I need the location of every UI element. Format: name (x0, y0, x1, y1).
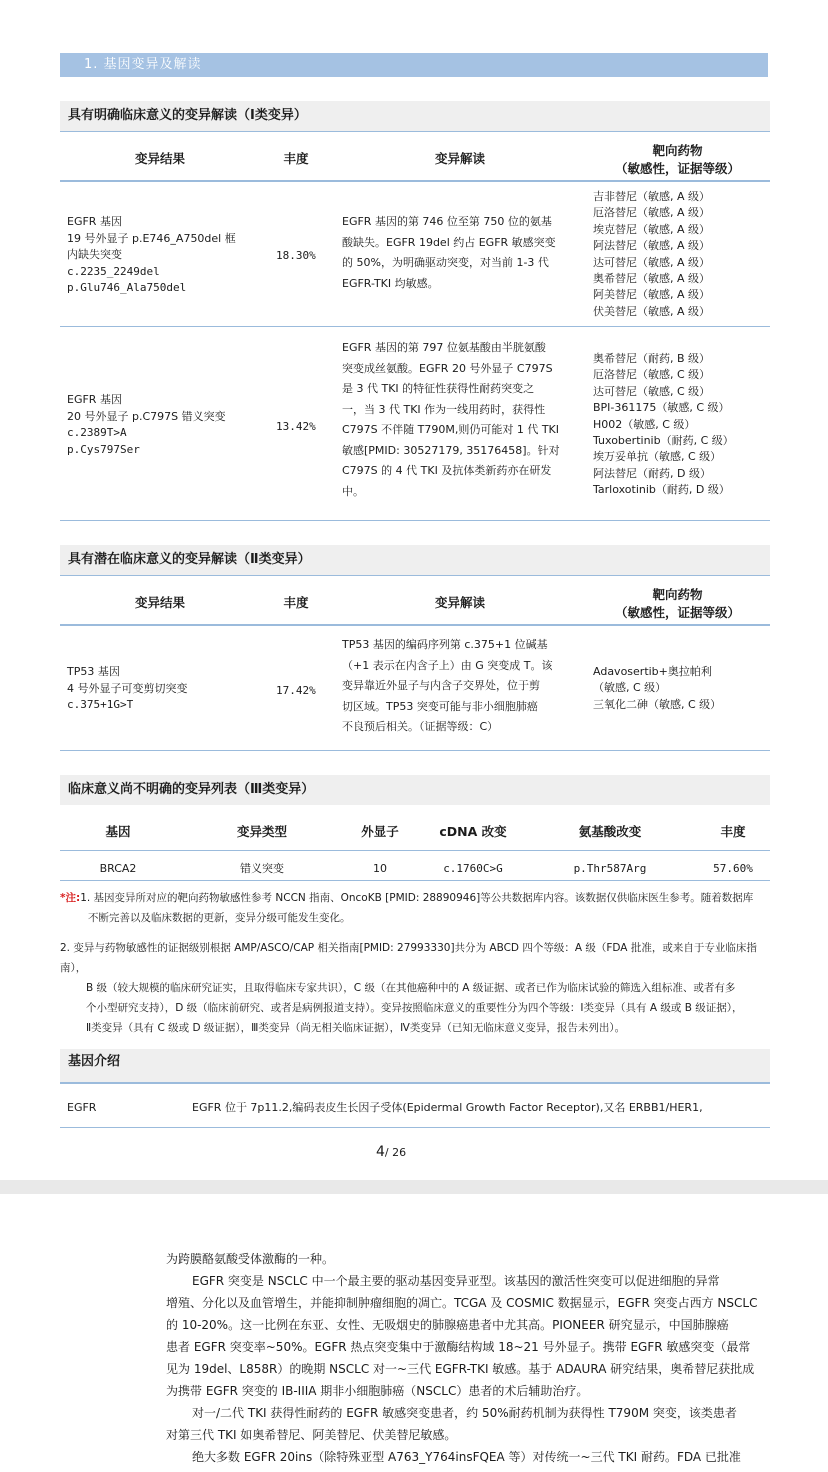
gene-intro-rule (60, 1082, 770, 1084)
note-2: 2. 变异与药物敏感性的证据级别根据 AMP/ASCO/CAP 相关指南[PMID: 27993330]共分为 ABCD 四个等级：A 级（FDA 批准，或来自于专业临床指南）， B 级（较大规模的临床研究证实，且取得临床专家共识），C 级（在其他癌种中的 A 级证据、或者已作为临床试验的筛选入组标准、或者有多 个小型研究支持），D 级（临床前研究、或者是病例报道支持）。变异按照临床意义的重要性分为四个等级：Ⅰ类变异（具有 A 级或 B 级证据）， Ⅱ类变异（具有 C 级或 D 级证据），Ⅲ类变异（尚无相关临床证据），Ⅳ类变异（已知无临床意义变异，报告未列出）。 (60, 942, 757, 1034)
note-label: *注: (60, 892, 81, 904)
gene-intro-bottom-rule (60, 1127, 770, 1128)
class1-row2-drugs: 奥希替尼（耐药, B 级） 厄洛替尼（敏感, C 级） 达可替尼（敏感, C 级） BPI-361175（敏感, C 级） H002（敏感, C 级） Tuxobertinib（耐药, C 级） 埃万妥单抗（敏感, C 级） 阿法替尼（耐药, D 级） Tarloxotinib（耐药, D 级） (593, 352, 734, 497)
class1-header-result: 变异结果 (134, 151, 185, 166)
class1-header-rule (60, 180, 770, 182)
gene-intro-text: EGFR 位于 7p11.2,编码表皮生长因子受体(Epidermal Growth Factor Receptor),又名 ERBB1/HER1, (192, 1101, 703, 1114)
section-title: 1. 基因变异及解读 (60, 53, 768, 77)
class3-header-type: 变异类型 (236, 824, 287, 839)
class1-title: 具有明确临床意义的变异解读（Ⅰ类变异） (60, 101, 770, 131)
report-page-5 (0, 1194, 828, 1472)
gene-intro-title: 基因介绍 (60, 1049, 770, 1083)
class2-header-interpretation: 变异解读 (434, 595, 485, 610)
class3-bottom-rule (60, 880, 770, 881)
class3-row1-exon: 10 (373, 862, 387, 875)
class2-top-rule (60, 575, 770, 576)
class1-header-abundance: 丰度 (283, 151, 309, 166)
class1-row1-drugs: 吉非替尼（敏感, A 级） 厄洛替尼（敏感, A 级） 埃克替尼（敏感, A 级） 阿法替尼（敏感, A 级） 达可替尼（敏感, A 级） 奥希替尼（敏感, A 级） 阿美替尼（敏感, A 级） 伏美替尼（敏感, A 级） (593, 190, 711, 318)
gene-intro-continued: 为跨膜酪氨酸受体激酶的一种。 EGFR 突变是 NSCLC 中一个最主要的驱动基因变异亚型。该基因的激活性突变可以促进细胞的异常 增殖、分化以及血管增生，并能抑制肿瘤细胞的凋亡。TCGA 及 COSMIC 数据显示，EGFR 突变占西方 NSCLC 的 10-20%。这一比例在东亚、女性、无吸烟史的肺腺癌患者中尤其高。PIONEER 研究显示，中国肺腺癌 患者 EGFR 突变率~50%。EGFR 热点突变集中于激酶结构域 18~21 号外显子。携带 EGFR 敏感突变（最常 见为 19del、L858R）的晚期 NSCLC 对一~三代 EGFR-TKI 敏感。基于 ADAURA 研究结果，奥希替尼获批成 为携带 EGFR 突变的 IB-IIIA 期非小细胞肺癌（NSCLC）患者的术后辅助治疗。 对一/二代 TKI 获得性耐药的 EGFR 敏感突变患者，约 50%耐药机制为获得性 T790M 突变，该类患者 对第三代 TKI 如奥希替尼、阿美替尼、伏美替尼敏感。 绝大多数 EGFR 20ins（除特殊亚型 A763_Y764insFQEA 等）对传统一~三代 TKI 耐药。FDA 已批准 (166, 1252, 758, 1464)
class3-header-aa: 氨基酸改变 (578, 824, 642, 839)
class1-row2-result: EGFR 基因 20 号外显子 p.C797S 错义突变 c.2389T>A p.Cys797Ser (67, 393, 226, 456)
class3-title: 临床意义尚不明确的变异列表（Ⅲ类变异） (60, 775, 770, 805)
class2-row1-result: TP53 基因 4 号外显子可变剪切突变 c.375+1G>T (67, 665, 188, 711)
class2-header-abundance: 丰度 (283, 595, 309, 610)
class2-row1-interpretation: TP53 基因的编码序列第 c.375+1 位碱基 （+1 表示在内含子上）由 G 突变成 T。该 变异靠近外显子与内含子交界处，位于剪 切区域。TP53 突变可能与非小细胞肺癌 不良预后相关。（证据等级：C） (342, 638, 553, 733)
class2-header-result: 变异结果 (134, 595, 185, 610)
class1-row1-rule (60, 326, 770, 327)
note-1: *注:1. 基因变异所对应的靶向药物敏感性参考 NCCN 指南、OncoKB [PMID: 28890946]等公共数据库内容。该数据仅供临床医生参考。随着数据库 不断完善以及临床数据的更新，变异分级可能发生变化。 (60, 892, 754, 924)
class1-row1-abundance: 18.30% (276, 249, 316, 262)
class2-header-drugs: 靶向药物 （敏感性，证据等级） (614, 587, 740, 620)
class2-title: 具有潜在临床意义的变异解读（Ⅱ类变异） (60, 545, 770, 575)
class2-row1-drugs: Adavosertib+奥拉帕利 （敏感, C 级） 三氧化二砷（敏感, C 级） (593, 665, 722, 711)
class1-row2-abundance: 13.42% (276, 420, 316, 433)
gene-intro-gene: EGFR (67, 1101, 97, 1114)
class3-row1-abundance: 57.60% (713, 862, 753, 875)
class3-header-abundance: 丰度 (720, 824, 746, 839)
class3-row1-type: 错义突变 (240, 862, 284, 875)
page-number: 4/ 26 (376, 1144, 407, 1160)
class2-bottom-rule (60, 750, 770, 751)
class2-header-rule (60, 624, 770, 626)
class3-header-rule (60, 850, 770, 851)
class2-row1-abundance: 17.42% (276, 684, 316, 697)
class1-header-interpretation: 变异解读 (434, 151, 485, 166)
class3-header-exon: 外显子 (361, 824, 399, 839)
class1-row1-interpretation: EGFR 基因的第 746 位至第 750 位的氨基 酸缺失。EGFR 19del 约占 EGFR 敏感突变 的 50%，为明确驱动突变，对当前 1-3 代 EGFR-TKI 均敏感。 (342, 215, 556, 290)
class3-row1-cdna: c.1760C>G (443, 862, 503, 875)
class3-row1-aa: p.Thr587Arg (573, 862, 647, 875)
class1-top-rule (60, 131, 770, 132)
class1-row1-result: EGFR 基因 19 号外显子 p.E746_A750del 框 内缺失突变 c.2235_2249del p.Glu746_Ala750del (67, 215, 236, 294)
class3-header-gene: 基因 (105, 824, 131, 839)
class1-row2-interpretation: EGFR 基因的第 797 位氨基酸由半胱氨酸 突变成丝氨酸。EGFR 20 号外显子 C797S 是 3 代 TKI 的特征性获得性耐药突变之 一，当 3 代 TKI 作为一线用药时，获得性 C797S 不伴随 T790M,则仍可能对 1 代 TKI 敏感[PMID: 30527179, 35176458]。针对 C797S 的 4 代 TKI 及抗体类新药亦在研发 中。 (342, 341, 560, 498)
class3-row1-gene: BRCA2 (99, 862, 137, 875)
class1-bottom-rule (60, 520, 770, 521)
class1-header-drugs: 靶向药物 （敏感性，证据等级） (614, 143, 740, 176)
class3-header-cdna: cDNA 改变 (439, 824, 507, 839)
